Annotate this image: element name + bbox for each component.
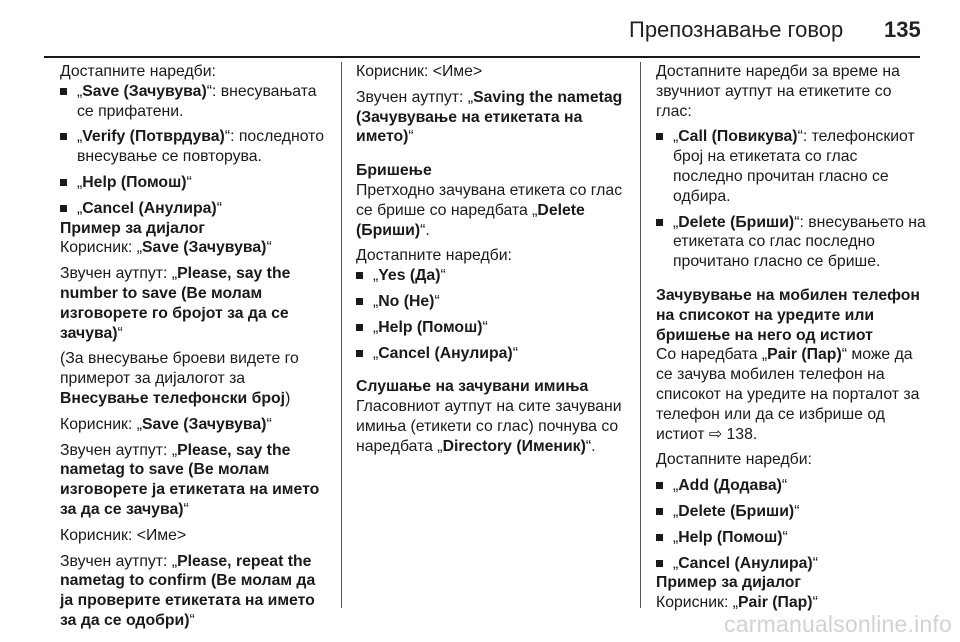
command-desc: “ [512, 344, 518, 362]
quote-open: „ [673, 213, 679, 231]
dialog-command: Please, say the number to save (Ве молам изговорете го бројот за да се зачува) [60, 265, 291, 342]
command-list [656, 476, 928, 573]
quote-open: „ [673, 502, 679, 520]
command-name: Call (Повикува) [678, 128, 798, 146]
column-2 [356, 62, 624, 463]
command-item [656, 528, 928, 548]
page-title: Препознавање говор [629, 17, 844, 42]
dialog-suffix: “ [266, 415, 272, 433]
delete-description [356, 181, 624, 240]
dialog-command: Save (Зачувува) [142, 239, 267, 257]
command-item [656, 127, 928, 206]
dialog-user-line [60, 415, 332, 435]
quote-open: „ [373, 318, 379, 336]
note-close: ) [285, 389, 291, 407]
command-name: Help (Помош) [378, 318, 483, 336]
listen-description [356, 397, 624, 456]
command-desc: “ [440, 267, 446, 285]
note-text: (За внесување броеви видете го примерот за дијалогот за [60, 350, 299, 388]
dialog-command: Please, repeat the nametag to confirm (Ве молам да ја проверите етикетата на името за да се одобри) [60, 552, 316, 629]
command-item [60, 199, 332, 219]
command-item [356, 344, 624, 364]
dialog-voice-line [60, 441, 332, 520]
command-name: Delete (Бриши) [678, 213, 795, 231]
command-item [356, 292, 624, 312]
command-desc: “ [482, 318, 488, 336]
dialog-prefix: Корисник: „ [60, 415, 142, 433]
command-name: Pair (Пар) [767, 346, 842, 364]
body-text: Со наредбата „ [656, 346, 768, 364]
dialog-prefix: Звучен аутпут: „ [60, 265, 178, 283]
body-text: Претходно зачувана етикета со глас се брише со наредбата „ [356, 181, 623, 219]
command-item [60, 82, 332, 122]
command-item [356, 266, 624, 286]
command-name: Cancel (Анулира) [678, 554, 813, 572]
command-name: Delete (Бриши) [356, 201, 585, 239]
commands-intro: Достапните наредби за време на звучниот аутпут на етикетите со глас: [656, 63, 900, 120]
dialog-command: Please, say the nametag to save (Ве молам изговорете ја етикетата на името за да се зачува) [60, 441, 320, 518]
command-list [356, 266, 624, 363]
dialog-suffix: “ [812, 594, 818, 612]
dialog-user-line: Корисник: <Име> [60, 526, 187, 544]
command-desc: “ [186, 173, 192, 191]
command-item [356, 318, 624, 338]
dialog-suffix: “ [117, 324, 123, 342]
commands-intro: Достапните наредби: [656, 451, 812, 469]
section-heading: Слушање на зачувани имиња [356, 378, 589, 396]
dialog-prefix: Корисник: „ [60, 239, 142, 257]
header-divider [44, 56, 920, 58]
command-name: Verify (Потврдува) [82, 128, 225, 146]
dialog-voice-line [60, 552, 332, 631]
command-desc: “: внесувањето на етикетата со глас последно прочитано гласно се брише. [673, 213, 926, 271]
column-divider-2 [640, 62, 641, 608]
quote-open: „ [77, 199, 83, 217]
dialog-suffix: “ [183, 500, 189, 518]
column-divider-1 [341, 62, 342, 608]
command-desc: “ [781, 477, 788, 495]
command-name: Add (Додава) [678, 477, 782, 495]
command-item [60, 173, 332, 193]
quote-open: „ [77, 128, 83, 146]
dialog-command: Save (Зачувува) [142, 415, 267, 433]
dialog-user-line [60, 238, 332, 258]
command-list [656, 127, 928, 272]
command-name: Help (Помош) [678, 528, 783, 546]
command-name: Save (Зачувува) [82, 82, 207, 100]
section-heading: Зачувување на мобилен телефон на списокот на уредите или бришење на него од истиот [656, 286, 920, 344]
column-1 [60, 62, 332, 637]
section-heading: Пример за дијалог [60, 219, 206, 237]
dialog-prefix: Звучен аутпут: „ [356, 88, 474, 106]
command-item [656, 554, 928, 574]
dialog-prefix: Корисник: „ [656, 594, 738, 612]
command-desc: “ [794, 502, 800, 520]
quote-open: „ [673, 554, 679, 572]
body-text: Гласовниот аутпут на сите зачувани имиња (етикети со глас) почнува со наредбата „ [356, 398, 622, 455]
command-desc: “ [782, 528, 788, 546]
dialog-command: Pair (Пар) [738, 594, 813, 612]
command-name: Cancel (Анулира) [378, 344, 513, 362]
quote-open: „ [673, 477, 679, 495]
dialog-voice-line [356, 88, 624, 147]
command-list [60, 82, 332, 219]
body-text-end: “. [585, 437, 596, 455]
dialog-prefix: Звучен аутпут: „ [60, 441, 178, 459]
command-desc: “: телефонскиот број на етикетата со глас последно прочитан гласно се одбира. [673, 128, 915, 205]
quote-open: „ [373, 292, 379, 310]
note-link-text: Внесување телефонски број [60, 389, 286, 407]
quote-open: „ [673, 528, 679, 546]
command-desc: “: последното внесување се повторува. [77, 128, 324, 166]
command-desc: “ [434, 292, 440, 310]
command-item [656, 502, 928, 522]
cross-reference-arrow-icon: ⇨ [708, 425, 723, 443]
page-number: 135 [884, 17, 921, 42]
dialog-suffix: “ [189, 611, 195, 629]
section-heading: Бришење [356, 162, 432, 180]
command-name: Directory (Именик) [442, 437, 586, 455]
command-name: Delete (Бриши) [678, 502, 795, 520]
dialog-command: Saving the nametag (Зачувување на етикетата на името) [356, 88, 623, 146]
quote-open: „ [673, 128, 679, 146]
quote-open: „ [373, 344, 379, 362]
body-text-end: “. [420, 221, 430, 239]
command-name: Yes (Да) [378, 267, 441, 285]
dialog-user-line [656, 593, 928, 613]
store-description [656, 345, 928, 444]
quote-open: „ [373, 267, 379, 285]
section-heading: Пример за дијалог [656, 574, 802, 592]
quote-open: „ [77, 82, 83, 100]
commands-intro: Достапните наредби: [60, 63, 216, 80]
command-item [656, 213, 928, 272]
commands-intro: Достапните наредби: [356, 247, 512, 265]
command-desc: “ [812, 554, 818, 572]
dialog-prefix: Звучен аутпут: „ [60, 552, 178, 570]
column-3 [656, 62, 928, 619]
page-reference[interactable]: 138. [726, 425, 758, 443]
command-name: Help (Помош) [82, 173, 187, 191]
command-desc: “ [216, 199, 222, 217]
dialog-voice-line [60, 264, 332, 343]
command-name: No (Не) [378, 292, 435, 310]
command-item [656, 476, 928, 496]
dialog-note [60, 349, 332, 408]
dialog-user-line: Корисник: <Име> [356, 63, 483, 80]
quote-open: „ [77, 173, 83, 191]
dialog-suffix: “ [408, 128, 414, 146]
command-name: Cancel (Анулира) [82, 199, 217, 217]
watermark: carmanualsonline.info [724, 611, 952, 637]
body-text: “ може да се зачува мобилен телефон на списокот на уредите на порталот за телефон или да се избрише од истиот [656, 346, 920, 443]
command-item [60, 127, 332, 167]
dialog-suffix: “ [266, 239, 272, 257]
command-desc: “: внесувањата се прифатени. [77, 82, 317, 120]
